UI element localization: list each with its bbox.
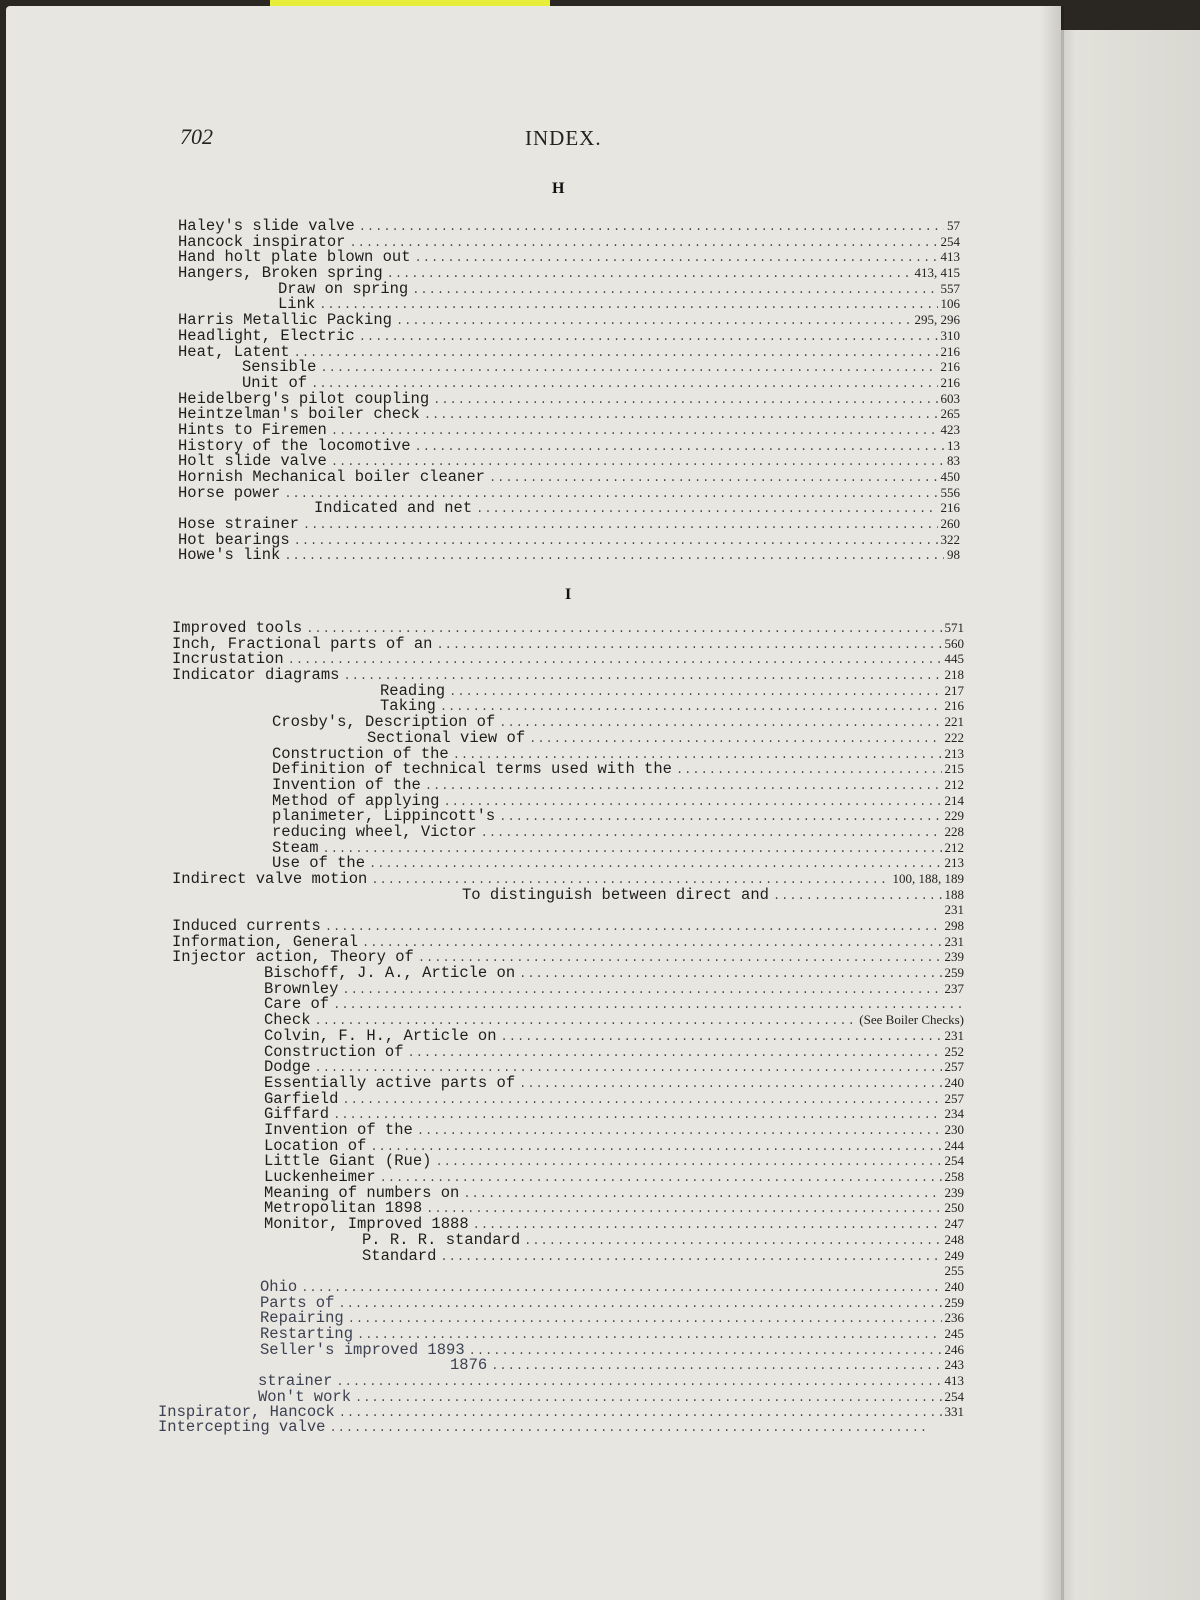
section-heading-h: H xyxy=(552,180,565,197)
entry-term: Howe's link xyxy=(178,546,281,565)
index-entry xyxy=(172,918,964,934)
entry-term: Won't work xyxy=(258,1387,352,1406)
index-subentry xyxy=(172,1342,964,1358)
index-entry xyxy=(178,312,960,328)
entry-page-ref: 229 xyxy=(944,808,964,824)
dot-leader xyxy=(294,346,938,362)
dot-leader xyxy=(676,763,942,779)
dot-leader xyxy=(417,1124,942,1140)
entry-term: To distinguish between direct and xyxy=(462,885,769,904)
entry-page-ref: 310 xyxy=(940,327,960,343)
entry-page-ref: 98 xyxy=(947,547,960,563)
entry-page-ref: 240 xyxy=(944,1278,964,1294)
index-entry xyxy=(178,234,960,250)
entry-page-ref: 259 xyxy=(944,1294,964,1310)
dot-leader xyxy=(380,1171,942,1187)
entry-page-ref: 322 xyxy=(940,531,960,547)
entry-term: Brownley xyxy=(264,979,339,998)
entry-page-ref: 259 xyxy=(944,965,964,981)
entry-page-ref: 215 xyxy=(944,761,964,777)
entry-term: Inch, Fractional parts of an xyxy=(172,634,433,653)
entry-page-ref: 248 xyxy=(944,1231,964,1247)
dot-leader xyxy=(301,1281,941,1297)
dot-leader xyxy=(323,842,942,858)
dot-leader xyxy=(463,1187,941,1203)
entry-term: Hancock inspirator xyxy=(178,232,346,251)
dot-leader xyxy=(415,440,944,456)
entry-term: Taking xyxy=(380,697,436,716)
index-subentry xyxy=(172,808,964,824)
entry-term: Dodge xyxy=(264,1058,311,1077)
entry-page-ref: 331 xyxy=(944,1404,964,1420)
entry-page-ref: 560 xyxy=(944,635,964,651)
entry-term: Hornish Mechanical boiler cleaner xyxy=(178,468,485,486)
entry-page-ref: 423 xyxy=(940,421,960,437)
page-number: 702 xyxy=(180,124,213,149)
entry-page-ref: 258 xyxy=(944,1169,964,1185)
dot-leader xyxy=(408,1046,942,1062)
entry-term: Hot bearings xyxy=(178,530,290,549)
entry-page-ref: 217 xyxy=(944,682,964,698)
entry-page-ref: 255 xyxy=(944,1263,964,1279)
index-subentry xyxy=(172,1310,964,1326)
index-subentry xyxy=(178,359,960,375)
entry-term: Hints to Firemen xyxy=(178,420,327,439)
entry-page-ref: 603 xyxy=(940,390,960,406)
index-subentry xyxy=(172,777,964,793)
dot-leader xyxy=(481,826,942,842)
index-subentry xyxy=(172,994,964,1013)
dot-leader xyxy=(320,361,937,377)
index-section-i xyxy=(158,619,964,1437)
dot-leader xyxy=(476,502,937,518)
entry-term: Holt slide valve xyxy=(178,452,327,471)
entry-page-ref: 236 xyxy=(944,1310,964,1326)
entry-term: Monitor, Improved 1888 xyxy=(264,1215,469,1234)
dot-leader xyxy=(329,1421,931,1437)
page-header xyxy=(180,124,960,154)
index-entry xyxy=(178,328,960,344)
dot-leader xyxy=(499,810,941,826)
dot-leader xyxy=(469,1344,942,1360)
entry-page-ref: 216 xyxy=(940,359,960,375)
index-entry xyxy=(178,516,960,532)
entry-page-ref: 83 xyxy=(947,453,960,469)
entry-term: Indicated and net xyxy=(314,499,473,518)
index-entry xyxy=(178,249,960,265)
entry-page-ref: 257 xyxy=(944,1059,964,1075)
entry-term: Heidelberg's pilot coupling xyxy=(178,389,430,408)
entry-term: Indicator diagrams xyxy=(172,666,340,685)
running-title: INDEX. xyxy=(525,126,602,150)
index-entry xyxy=(178,485,960,501)
index-subentry xyxy=(172,1248,964,1264)
entry-page-ref: 214 xyxy=(944,792,964,808)
entry-page-ref: 260 xyxy=(940,516,960,532)
index-entry xyxy=(158,1420,934,1436)
dot-leader xyxy=(501,1030,942,1046)
index-entry xyxy=(178,469,960,485)
index-subentry xyxy=(172,1044,964,1060)
entry-term: Hand holt plate blown out xyxy=(178,248,411,267)
dot-leader xyxy=(336,1375,941,1391)
entry-term: Improved tools xyxy=(172,619,303,637)
index-subentry xyxy=(172,761,964,777)
dot-leader xyxy=(333,998,961,1014)
index-subentry xyxy=(172,1012,964,1028)
entry-term: Essentially active parts of xyxy=(264,1073,516,1092)
entry-term: reducing wheel, Victor xyxy=(272,822,477,841)
index-subentry xyxy=(172,746,964,762)
entry-term: strainer xyxy=(258,1372,333,1390)
dot-leader xyxy=(489,471,938,487)
index-subentry xyxy=(172,855,964,871)
index-entry xyxy=(178,438,960,454)
dot-leader xyxy=(319,298,937,314)
index-subentry xyxy=(172,1232,964,1248)
index-subentry xyxy=(178,281,960,297)
entry-page-ref: 13 xyxy=(947,437,960,453)
entry-page-ref: 239 xyxy=(944,949,964,965)
dot-leader xyxy=(303,518,938,534)
entry-page-ref: 212 xyxy=(944,776,964,792)
entry-page-ref: 221 xyxy=(944,714,964,730)
dot-leader xyxy=(473,1218,942,1234)
dot-leader xyxy=(415,251,938,267)
entry-term: History of the locomotive xyxy=(178,436,411,455)
dot-leader xyxy=(333,1108,941,1124)
entry-term: Parts of xyxy=(260,1293,335,1312)
entry-page-ref: 100, 188, 189 xyxy=(892,871,964,886)
entry-page-ref: 254 xyxy=(940,233,960,249)
entry-term: Intercepting valve xyxy=(158,1418,326,1437)
entry-term: Headlight, Electric xyxy=(178,326,355,345)
entry-page-ref: 257 xyxy=(944,1090,964,1106)
dot-leader xyxy=(436,638,941,654)
entry-page-ref: 571 xyxy=(944,620,964,635)
index-subentry xyxy=(172,683,964,699)
dot-leader xyxy=(499,716,941,732)
index-subentry xyxy=(178,500,960,516)
dot-leader xyxy=(449,685,941,701)
index-subentry xyxy=(172,1059,964,1075)
entry-page-ref: 246 xyxy=(944,1341,964,1357)
entry-page-ref: 295, 296 xyxy=(914,312,960,328)
entry-page-ref: 231 xyxy=(944,933,964,949)
entry-term: P. R. R. standard xyxy=(362,1230,521,1249)
index-subentry xyxy=(172,1279,964,1295)
entry-term: Restarting xyxy=(260,1324,354,1343)
index-section-h xyxy=(178,218,960,563)
entry-page-ref: 450 xyxy=(940,469,960,484)
section-heading-i: I xyxy=(565,586,572,603)
index-entry xyxy=(178,391,960,407)
entry-page-ref: 218 xyxy=(944,667,964,683)
dot-leader xyxy=(349,236,937,252)
index-entry xyxy=(178,344,960,360)
entry-term: Bischoff, J. A., Article on xyxy=(264,964,516,983)
entry-term: Invention of the xyxy=(264,1121,413,1139)
entry-term: Invention of the xyxy=(272,775,421,794)
entry-term: Heat, Latent xyxy=(178,342,290,361)
entry-term: Little Giant (Rue) xyxy=(264,1152,432,1171)
entry-term: Sensible xyxy=(242,358,317,377)
index-subentry xyxy=(172,1028,964,1044)
entry-page-ref: 250 xyxy=(944,1200,964,1216)
entry-term: Draw on spring xyxy=(278,279,409,298)
entry-page-ref: 254 xyxy=(944,1153,964,1169)
index-subentry xyxy=(172,840,964,856)
entry-term: Unit of xyxy=(242,373,308,392)
index-subentry xyxy=(172,1373,964,1389)
index-entry xyxy=(172,636,964,652)
entry-term: Meaning of numbers on xyxy=(264,1183,460,1202)
entry-page-ref: 556 xyxy=(940,484,960,500)
entry-page-ref: 413 xyxy=(940,249,960,265)
index-subentry xyxy=(172,1169,964,1185)
dot-leader xyxy=(440,700,942,716)
entry-page-ref: 188 xyxy=(944,886,964,902)
dot-leader xyxy=(288,653,942,669)
index-subentry xyxy=(172,1295,964,1311)
dot-leader xyxy=(491,1359,941,1375)
entry-term: Repairing xyxy=(260,1309,344,1328)
entry-term: Use of the xyxy=(272,854,366,873)
entry-page-ref: 249 xyxy=(944,1247,964,1263)
index-subentry xyxy=(172,1357,964,1373)
entry-page-ref: 254 xyxy=(944,1388,964,1404)
index-subentry xyxy=(172,714,964,730)
entry-term: Incrustation xyxy=(172,650,284,669)
entry-term: Method of applying xyxy=(272,791,440,810)
entry-page-ref: 213 xyxy=(944,855,964,871)
entry-term: Haley's slide valve xyxy=(178,217,355,235)
entry-page-ref: 239 xyxy=(944,1184,964,1200)
entry-page-ref: 298 xyxy=(944,918,964,934)
entry-page-ref: 222 xyxy=(944,729,964,745)
entry-page-ref: 230 xyxy=(944,1122,964,1137)
entry-page-ref: 216 xyxy=(940,500,960,516)
entry-page-ref: 212 xyxy=(944,839,964,855)
entry-page-ref: 245 xyxy=(944,1325,964,1341)
dot-leader xyxy=(325,920,942,936)
entry-term: Heintzelman's boiler check xyxy=(178,405,420,424)
dot-leader xyxy=(519,1077,941,1093)
entry-term: Construction of the xyxy=(272,744,449,763)
dot-leader xyxy=(370,1140,941,1156)
entry-page-ref: 216 xyxy=(940,343,960,359)
entry-term: Hose strainer xyxy=(178,515,299,534)
index-subentry xyxy=(172,1091,964,1107)
dot-leader xyxy=(342,1093,941,1109)
entry-term: Colvin, F. H., Article on xyxy=(264,1026,497,1045)
index-entry xyxy=(172,949,964,965)
index-subentry xyxy=(172,1326,964,1342)
index-entry xyxy=(178,532,960,548)
dot-leader xyxy=(443,795,941,811)
dot-leader xyxy=(369,857,941,873)
dot-leader xyxy=(412,283,937,299)
index-subentry xyxy=(172,1106,964,1122)
entry-term: Check xyxy=(264,1011,311,1030)
index-entry xyxy=(172,667,964,683)
entry-page-ref: 231 xyxy=(944,1027,964,1043)
dot-leader xyxy=(355,1391,941,1407)
entry-term: Induced currents xyxy=(172,917,321,936)
dot-leader xyxy=(342,983,941,999)
dot-leader xyxy=(387,267,912,283)
dot-leader xyxy=(284,549,944,565)
dot-leader xyxy=(331,424,938,440)
dot-leader xyxy=(359,220,944,236)
entry-term: Information, General xyxy=(172,932,359,951)
index-subentry xyxy=(172,1185,964,1201)
dot-leader xyxy=(359,330,938,346)
dot-leader xyxy=(424,408,938,424)
entry-term: Standard xyxy=(362,1246,437,1265)
index-subentry xyxy=(172,1153,964,1169)
entry-page-ref: 413, 415 xyxy=(914,265,960,281)
index-subentry xyxy=(172,887,964,903)
dot-leader xyxy=(433,393,937,409)
entry-term: Crosby's, Description of xyxy=(272,713,496,732)
index-continuation xyxy=(172,1263,964,1279)
entry-term: Garfield xyxy=(264,1089,339,1108)
index-entry xyxy=(172,871,964,887)
entry-term: Definition of technical terms used with the xyxy=(272,760,672,779)
dot-leader xyxy=(339,1406,942,1422)
entry-term: Giffard xyxy=(264,1105,330,1124)
index-entry xyxy=(178,265,960,281)
index-subentry xyxy=(178,296,960,312)
dot-leader xyxy=(294,534,938,550)
index-subentry xyxy=(172,824,964,840)
entry-page-ref: 244 xyxy=(944,1137,964,1153)
index-entry xyxy=(172,651,964,667)
dot-leader xyxy=(773,889,942,905)
dot-leader xyxy=(362,936,941,952)
entry-term: planimeter, Lippincott's xyxy=(272,807,496,826)
entry-term: Injector action, Theory of xyxy=(172,948,414,967)
entry-page-ref: 228 xyxy=(944,823,964,839)
entry-page-ref: 213 xyxy=(944,745,964,761)
index-entry xyxy=(178,547,960,563)
entry-term: Location of xyxy=(264,1136,367,1155)
index-entry xyxy=(178,453,960,469)
dot-leader xyxy=(348,1312,942,1328)
index-subentry xyxy=(172,1138,964,1154)
index-entry xyxy=(172,934,964,950)
entry-page-ref: 106 xyxy=(940,296,960,312)
index-entry xyxy=(178,406,960,422)
entry-page-ref: 265 xyxy=(940,406,960,422)
dot-leader xyxy=(338,1297,941,1313)
entry-term: Construction of xyxy=(264,1042,404,1061)
entry-page-ref: 243 xyxy=(944,1357,964,1373)
entry-term: Link xyxy=(278,295,316,314)
entry-page-ref: 216 xyxy=(944,698,964,714)
entry-term: Steam xyxy=(272,838,319,857)
entry-term: Seller's improved 1893 xyxy=(260,1340,465,1359)
index-entry xyxy=(178,422,960,438)
index-subentry xyxy=(172,1389,964,1405)
entry-term: Hangers, Broken spring xyxy=(178,264,383,283)
entry-page-ref: 557 xyxy=(940,280,960,296)
entry-term: Ohio xyxy=(260,1277,298,1296)
index-subentry xyxy=(172,1216,964,1232)
entry-page-ref: (See Boiler Checks) xyxy=(859,1012,964,1028)
entry-page-ref: 234 xyxy=(944,1106,964,1122)
index-subentry xyxy=(172,965,964,981)
entry-term: Reading xyxy=(380,681,446,700)
page-gutter-shadow xyxy=(1040,6,1064,1600)
index-entry xyxy=(178,218,960,234)
facing-page-edge xyxy=(1061,30,1200,1600)
dot-leader xyxy=(519,967,941,983)
dot-leader xyxy=(435,1155,941,1171)
entry-page-ref: 252 xyxy=(944,1043,964,1059)
dot-leader xyxy=(426,1202,941,1218)
entry-page-ref: 216 xyxy=(940,374,960,390)
index-subentry xyxy=(172,1200,964,1216)
entry-page-ref: 57 xyxy=(947,218,960,233)
entry-term: Indirect valve motion xyxy=(172,870,368,888)
entry-page-ref: 247 xyxy=(944,1216,964,1232)
entry-page-ref: 445 xyxy=(944,651,964,667)
index-subentry xyxy=(172,1122,964,1138)
dot-leader xyxy=(440,1250,941,1266)
index-subentry xyxy=(172,793,964,809)
entry-term: 1876 xyxy=(450,1356,488,1375)
index-entry xyxy=(172,620,964,636)
index-subentry xyxy=(172,730,964,746)
entry-term: Metropolitan 1898 xyxy=(264,1199,423,1218)
entry-term: Horse power xyxy=(178,483,281,502)
entry-term: Sectional view of xyxy=(367,728,526,747)
entry-term: Inspirator, Hancock xyxy=(158,1403,335,1422)
dot-leader xyxy=(396,314,912,330)
entry-page-ref: 237 xyxy=(944,980,964,996)
entry-term: Care of xyxy=(264,994,330,1013)
entry-page-ref: 240 xyxy=(944,1074,964,1090)
index-continuation xyxy=(172,902,964,918)
entry-term: Luckenheimer xyxy=(264,1168,376,1187)
dot-leader xyxy=(529,732,941,748)
dot-leader xyxy=(425,779,942,795)
entry-page-ref: 231 xyxy=(944,902,964,918)
dot-leader xyxy=(524,1234,941,1250)
entry-term: Harris Metallic Packing xyxy=(178,311,392,330)
index-subentry xyxy=(178,375,960,391)
index-subentry xyxy=(172,1075,964,1091)
entry-page-ref: 413 xyxy=(944,1373,964,1388)
index-subentry xyxy=(172,698,964,714)
